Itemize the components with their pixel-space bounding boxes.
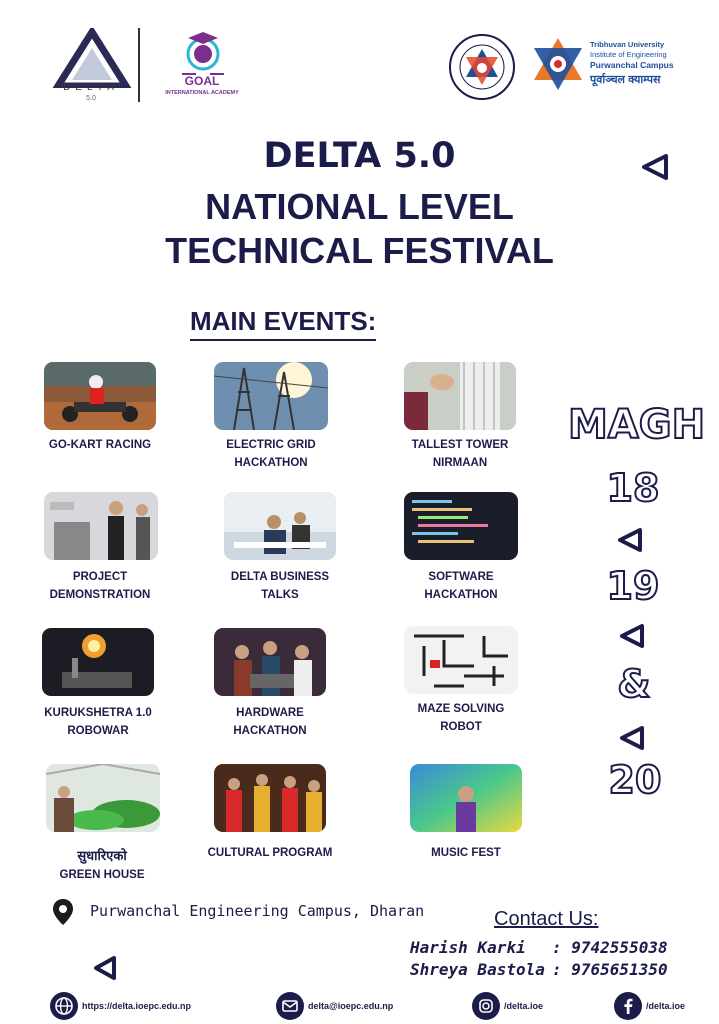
contact-name-1: Harish Karki bbox=[410, 938, 526, 957]
event-image-project-demonstration bbox=[44, 492, 158, 560]
event-label: DELTA BUSINESS TALKS bbox=[230, 571, 330, 601]
free-student-union-logo bbox=[447, 32, 517, 102]
facebook-link[interactable]: /delta.ioe bbox=[646, 1001, 686, 1011]
triangle-decoration-icon bbox=[616, 526, 644, 554]
event-image-music-fest bbox=[410, 764, 522, 832]
email-icon[interactable] bbox=[276, 992, 304, 1020]
triangle-decoration-icon bbox=[640, 152, 670, 182]
contact-heading: Contact Us: bbox=[494, 908, 599, 930]
event-label: HARDWARE HACKATHON bbox=[233, 707, 307, 737]
instagram-icon[interactable] bbox=[472, 992, 500, 1020]
event-label: SOFTWARE HACKATHON bbox=[424, 571, 498, 601]
date-ampersand: & bbox=[617, 662, 651, 706]
triangle-decoration-icon bbox=[92, 954, 118, 982]
event-label: TALLEST TOWER NIRMAAN bbox=[411, 439, 509, 469]
contact-phone-1[interactable]: : 9742555038 bbox=[552, 938, 668, 957]
event-label: KURUKSHETRA 1.0 ROBOWAR bbox=[44, 707, 152, 737]
goal-logo-text: GOAL bbox=[184, 74, 220, 88]
date-day-20: 20 bbox=[608, 758, 662, 802]
event-label: MAZE SOLVING ROBOT bbox=[417, 703, 505, 733]
triangle-decoration-icon bbox=[618, 622, 646, 650]
event-label: ELECTRIC GRID HACKATHON bbox=[226, 439, 316, 469]
event-image-green-house bbox=[46, 764, 160, 832]
event-label: GO-KART RACING bbox=[48, 439, 152, 451]
event-label: सुधारिएको GREEN HOUSE bbox=[59, 849, 145, 881]
header-divider bbox=[138, 28, 140, 102]
delta-logo-sub: 5.0 bbox=[86, 95, 96, 102]
festival-subtitle-2: TECHNICAL FESTIVAL bbox=[165, 230, 554, 271]
tu-institute-name: Institute of Engineering bbox=[590, 50, 667, 59]
event-label: CULTURAL PROGRAM bbox=[207, 847, 333, 859]
tu-campus-name-nepali: पूर्वाञ्चल क्याम्पस bbox=[590, 74, 661, 86]
main-events-heading: MAIN EVENTS: bbox=[190, 306, 376, 341]
event-image-go-kart bbox=[44, 362, 156, 430]
tu-campus-name: Purwanchal Campus bbox=[590, 60, 674, 70]
goal-logo-sub: INTERNATIONAL ACADEMY bbox=[165, 90, 239, 96]
tribhuvan-university-logo bbox=[532, 36, 584, 92]
facebook-icon[interactable] bbox=[614, 992, 642, 1020]
festival-title: DELTA 5.0 bbox=[263, 136, 456, 176]
event-label: MUSIC FEST bbox=[431, 847, 501, 859]
venue-location: Purwanchal Engineering Campus, Dharan bbox=[90, 902, 425, 920]
date-day-19: 19 bbox=[606, 564, 660, 608]
event-image-business-talks bbox=[224, 492, 336, 560]
contact-name-2: Shreya Bastola bbox=[410, 960, 545, 979]
tu-university-name: Tribhuvan University bbox=[590, 40, 665, 49]
event-image-cultural-program bbox=[214, 764, 326, 832]
email-link[interactable]: delta@ioepc.edu.np bbox=[308, 1001, 394, 1011]
globe-icon[interactable] bbox=[50, 992, 78, 1020]
event-image-tallest-tower bbox=[404, 362, 516, 430]
date-month: MAGH bbox=[568, 402, 706, 448]
contact-phone-2[interactable]: : 9765651350 bbox=[552, 960, 668, 979]
event-image-robowar bbox=[42, 628, 154, 696]
date-day-18: 18 bbox=[606, 466, 660, 510]
event-image-maze-robot bbox=[404, 626, 518, 694]
festival-subtitle-1: NATIONAL LEVEL bbox=[205, 186, 514, 227]
instagram-link[interactable]: /delta.ioe bbox=[504, 1001, 544, 1011]
location-pin-icon bbox=[52, 898, 74, 926]
event-image-hardware-hackathon bbox=[214, 628, 326, 696]
delta-logo-text: DELTA bbox=[63, 82, 119, 93]
event-image-software-hackathon bbox=[404, 492, 518, 560]
triangle-decoration-icon bbox=[618, 724, 646, 752]
website-link[interactable]: https://delta.ioepc.edu.np bbox=[82, 1001, 192, 1011]
event-image-electric-grid bbox=[214, 362, 328, 430]
event-label: PROJECT DEMONSTRATION bbox=[49, 571, 151, 601]
